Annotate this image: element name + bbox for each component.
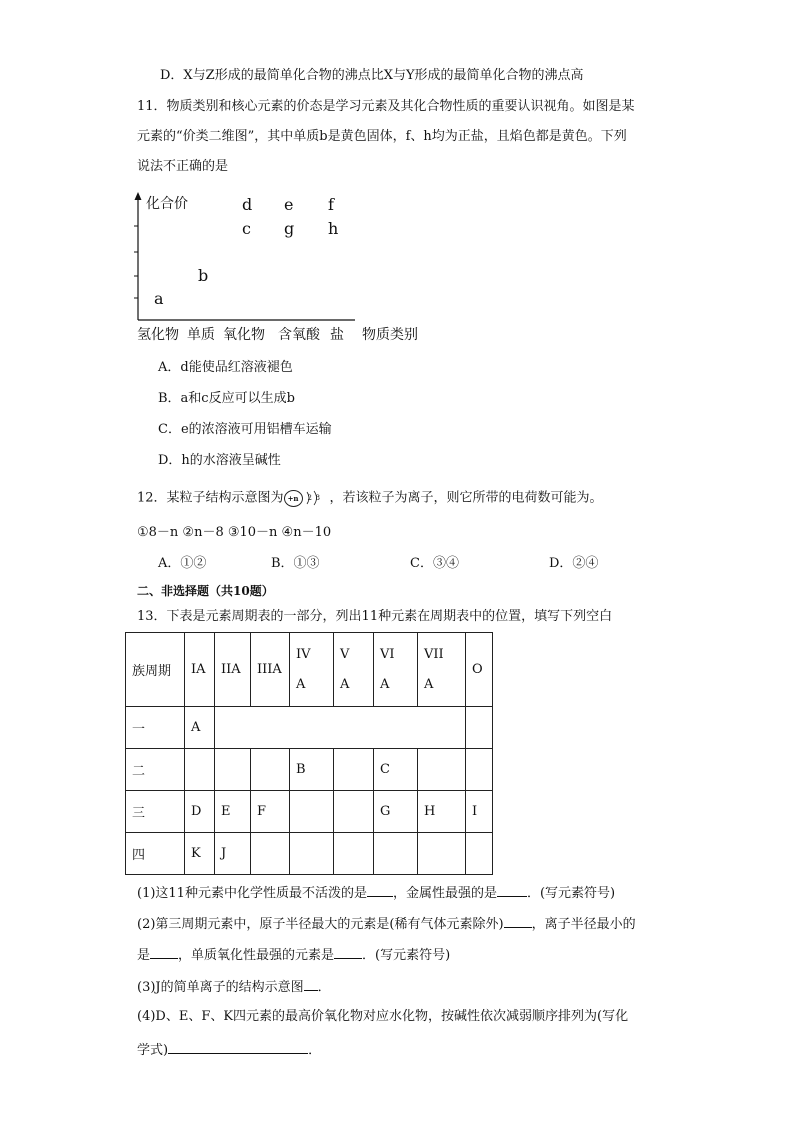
table-cell: J xyxy=(215,833,251,875)
y-axis-label: 化合价 xyxy=(146,196,188,212)
chart-point-label: f xyxy=(328,195,334,215)
table-cell xyxy=(185,749,215,791)
shell-arcs xyxy=(284,489,330,507)
q13-sub2 xyxy=(137,913,636,934)
answer-blank[interactable] xyxy=(504,913,532,928)
q13-sub2-text: 是 xyxy=(137,948,151,963)
q13-sub4-cont xyxy=(137,1039,321,1060)
q12-prefix: 12．某粒子结构示意图为 xyxy=(137,490,284,506)
answer-blank[interactable] xyxy=(150,944,178,959)
q12-option-d: D．②④ xyxy=(549,556,599,571)
table-cell xyxy=(215,749,251,791)
chart-point-label: b xyxy=(198,265,209,285)
chart-point-label: h xyxy=(328,218,339,238)
x-category-label: 单质 xyxy=(187,327,215,343)
answer-blank[interactable] xyxy=(304,976,318,991)
table-row xyxy=(126,707,493,749)
table-header-cell: IA xyxy=(185,633,215,707)
q13-sub3-text: (3)J的简单离子的结构示意图 xyxy=(137,980,304,995)
x-axis-label: 物质类别 xyxy=(362,327,418,343)
shell-2-electrons: 8 xyxy=(315,494,321,502)
section-heading: 二、非选择题（共10题） xyxy=(137,584,274,598)
table-cell: D xyxy=(185,791,215,833)
q11-stem-line2: 元素的“价类二维图”，其中单质b是黄色固体，f、h均为正盐，且焰色都是黄色。下列 xyxy=(137,129,627,144)
table-cell xyxy=(466,707,493,749)
table-header-cell: V A xyxy=(334,633,374,707)
table-header-row xyxy=(126,633,493,707)
chart-axes xyxy=(130,190,430,345)
q13-sub2-text: ．(写元素符号) xyxy=(362,948,451,963)
table-cell xyxy=(334,749,374,791)
table-row xyxy=(126,833,493,875)
q12-option-b: B．①③ xyxy=(271,556,320,571)
table-cell xyxy=(251,749,290,791)
q13-sub3-text: ． xyxy=(317,980,331,995)
table-cell: 二 xyxy=(126,749,185,791)
shell-1-electrons: 2 xyxy=(307,494,313,502)
chart-point-label: c xyxy=(242,218,251,238)
table-cell xyxy=(418,749,466,791)
q11-stem-line1: 11．物质类别和核心元素的价态是学习元素及其化合物性质的重要认识视角。如图是某 xyxy=(137,99,635,114)
q11-option-d: D．h的水溶液呈碱性 xyxy=(158,453,281,468)
chart-point-label: a xyxy=(154,289,164,308)
table-header-cell: VII A xyxy=(418,633,466,707)
x-category-label: 氢化物 xyxy=(137,327,179,343)
q13-sub1-text: ．(写元素符号) xyxy=(526,886,616,901)
table-row xyxy=(126,749,493,791)
q12-option-a: A．①② xyxy=(158,556,207,571)
table-cell xyxy=(466,749,493,791)
table-cell xyxy=(334,833,374,875)
q13-sub3 xyxy=(137,976,331,997)
table-cell xyxy=(290,791,334,833)
table-header-cell: VI A xyxy=(374,633,418,707)
q13-sub2-text: ，单质氧化性最强的元素是 xyxy=(178,948,335,963)
chart-point-label: g xyxy=(284,218,295,238)
table-cell xyxy=(251,833,290,875)
table-cell xyxy=(290,833,334,875)
q11-option-a: A．d能使品红溶液褪色 xyxy=(158,360,293,375)
table-header-cell: O xyxy=(466,633,493,707)
table-cell: 三 xyxy=(126,791,185,833)
table-cell: A xyxy=(185,707,215,749)
chart-point-label: d xyxy=(242,195,253,215)
table-cell xyxy=(215,707,466,749)
table-cell xyxy=(418,833,466,875)
q11-stem-line3: 说法不正确的是 xyxy=(137,159,229,174)
q13-sub2-cont xyxy=(137,944,450,965)
q13-sub4-text: 学式) xyxy=(137,1043,169,1058)
table-row xyxy=(126,791,493,833)
nucleus: +n xyxy=(284,490,303,507)
q13-sub1-text: (1)这11种元素中化学性质最不活泼的是 xyxy=(137,886,367,901)
q12-suffix: ，若该粒子为离子，则它所带的电荷数可能为。 xyxy=(329,490,603,506)
valence-class-chart xyxy=(130,190,430,345)
table-cell: I xyxy=(466,791,493,833)
answer-blank[interactable] xyxy=(497,882,527,897)
answer-blank[interactable] xyxy=(334,944,362,959)
q13-sub1-text: ，金属性最强的是 xyxy=(392,886,497,901)
answer-blank[interactable] xyxy=(367,882,393,897)
table-cell: K xyxy=(185,833,215,875)
x-category-label: 含氧酸 xyxy=(278,327,320,343)
table-cell xyxy=(334,791,374,833)
q13-sub4: (4)D、E、F、K四元素的最高价氧化物对应水化物，按碱性依次减弱顺序排列为(写化 xyxy=(137,1009,629,1024)
table-cell: H xyxy=(418,791,466,833)
table-header-cell: IIA xyxy=(215,633,251,707)
table-cell: F xyxy=(251,791,290,833)
q13-sub2-text: ，离子半径最小的 xyxy=(531,917,636,932)
q11-option-b: B．a和c反应可以生成b xyxy=(158,391,295,406)
x-category-label: 盐 xyxy=(330,327,344,343)
q11-option-c: C．e的浓溶液可用铝槽车运输 xyxy=(158,422,332,437)
table-header-cell: IV A xyxy=(290,633,334,707)
q13-sub4-text: ． xyxy=(308,1043,322,1058)
table-cell: B xyxy=(290,749,334,791)
q12-choices: ①8－n ②n－8 ③10－n ④n－10 xyxy=(137,525,332,540)
table-cell: 一 xyxy=(126,707,185,749)
table-cell: 四 xyxy=(126,833,185,875)
chart-point-label: e xyxy=(284,195,294,215)
table-cell: G xyxy=(374,791,418,833)
q13-sub1 xyxy=(137,882,615,903)
q13-sub2-text: (2)第三周期元素中，原子半径最大的元素是(稀有气体元素除外) xyxy=(137,917,504,932)
answer-blank[interactable] xyxy=(168,1039,308,1054)
q12-stem xyxy=(137,489,603,508)
atom-structure-diagram xyxy=(284,489,330,507)
table-cell xyxy=(466,833,493,875)
periodic-table xyxy=(125,632,493,875)
table-header-cell: 族周期 xyxy=(126,633,185,707)
table-header-cell: IIIA xyxy=(251,633,290,707)
q13-intro: 13．下表是元素周期表的一部分，列出11种元素在周期表中的位置，填写下列空白 xyxy=(137,609,613,624)
q10-option-d: D．X与Z形成的最简单化合物的沸点比X与Y形成的最简单化合物的沸点高 xyxy=(160,68,584,83)
q12-option-c: C．③④ xyxy=(410,556,459,571)
table-cell xyxy=(374,833,418,875)
x-category-label: 氧化物 xyxy=(223,327,265,343)
table-cell: E xyxy=(215,791,251,833)
table-cell: C xyxy=(374,749,418,791)
